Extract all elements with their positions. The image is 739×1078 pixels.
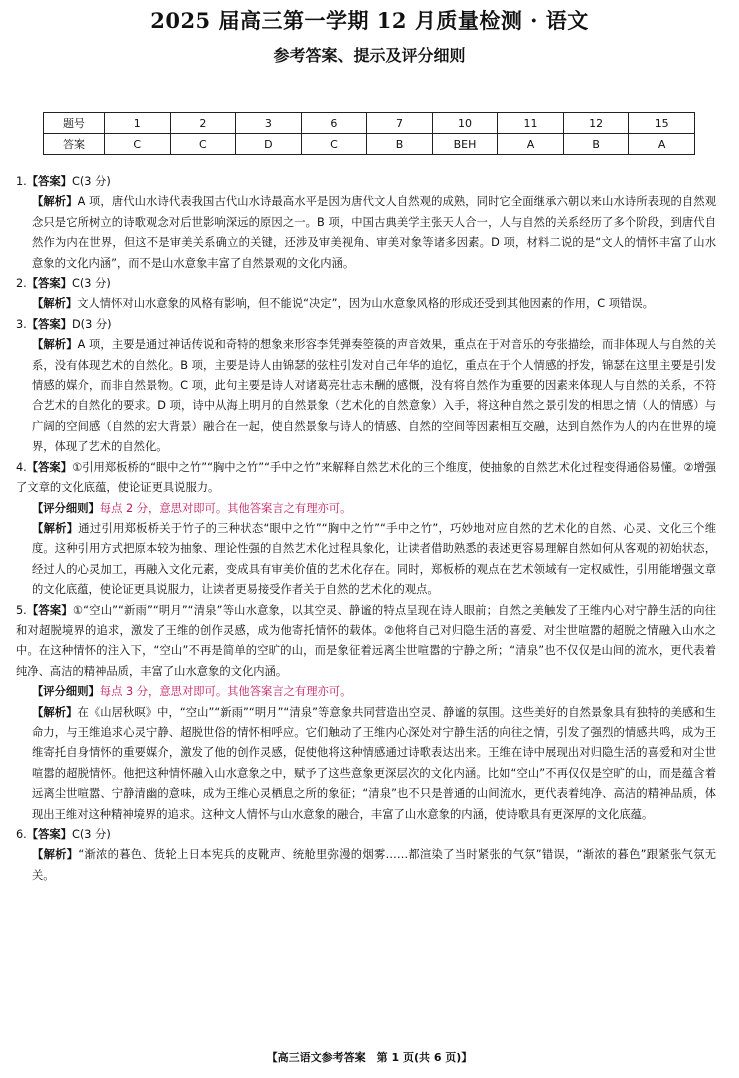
table-cell: C xyxy=(301,134,367,155)
table-cell: A xyxy=(498,134,564,155)
table-cell: D xyxy=(236,134,302,155)
page-subtitle: 参考答案、提示及评分细则 xyxy=(273,46,466,65)
answer-tag: 【答案】 xyxy=(26,460,73,474)
answer-tag: 【答案】 xyxy=(26,175,72,188)
answer-body xyxy=(16,172,716,886)
q1-answer-line xyxy=(16,172,716,192)
answer-tag: 【答案】 xyxy=(26,828,72,841)
analysis-tag: 【解析】 xyxy=(32,705,78,719)
q4-criteria xyxy=(16,499,716,519)
page-footer: 【高三语文参考答案 第 1 页(共 6 页)】 xyxy=(266,1051,473,1064)
q3-answer-line xyxy=(16,315,716,335)
q2-answer-line xyxy=(16,274,716,294)
analysis-text: 通过引用郑板桥关于竹子的三种状态“眼中之竹”“胸中之竹”“手中之竹”，巧妙地对应自然的艺术化的自然、心灵、文化三个维度。这种引用方式把原本较为抽象、理论性强的自然艺术化过程具象化，让读者借助熟悉的表述更容易理解自然如何从客观的初始状态，经过人的心灵加工，再融入文化元素，变成具有审美价值的艺术化存在。同时，郑板桥的观点在艺术领域有一定权威性，引用能增强文章的文化底蕴，使论证更具说服力，让读者更易接受作者关于自然的艺术化的观点。 xyxy=(32,521,716,597)
question-number: 4. xyxy=(16,460,27,474)
table-header-cell: 答案 xyxy=(44,134,105,155)
table-cell: C xyxy=(105,134,171,155)
table-cell: 6 xyxy=(301,113,367,134)
table-cell: BEH xyxy=(432,134,498,155)
q5-answer-line xyxy=(16,601,716,683)
q6-analysis xyxy=(16,845,716,886)
answer-text: D(3 分) xyxy=(71,317,112,331)
question-number: 3. xyxy=(16,317,27,331)
table-cell: 3 xyxy=(236,113,302,134)
table-row-answers xyxy=(44,134,695,155)
q3-analysis xyxy=(16,335,716,457)
table-cell: 7 xyxy=(367,113,433,134)
answer-text: ①引用郑板桥的“眼中之竹”“胸中之竹”“手中之竹”来解释自然艺术化的三个维度，使抽象的自然艺术化过程变得通俗易懂。②增强了文章的文化底蕴，使论证更具说服力。 xyxy=(16,460,716,495)
analysis-text: “渐浓的暮色、货轮上日本宪兵的皮靴声、统舱里弥漫的烟雾……都渲染了当时紧张的气氛”错误，“渐浓的暮色”跟紧张气氛无关。 xyxy=(32,848,716,882)
answer-text: ①“空山”“新雨”“明月”“清泉”等山水意象，以其空灵、静谧的特点呈现在诗人眼前；自然之美触发了王维内心对宁静生活的向往和对超脱境界的追求，激发了王维的创作灵感，成为他寄托情怀的载体。②他将自己对归隐生活的喜爱、对尘世喧嚣的超脱之情融入山水之中。在这种情怀的注入下，“空山”不再是简单的空旷的山，而是象征着远离尘世喧嚣的宁静之所；“清泉”也不仅仅是山间的流水，更代表着纯净、高洁的精神品质，丰富了山水意象的文化内涵。 xyxy=(16,603,716,678)
answer-tag: 【答案】 xyxy=(26,317,72,331)
q5-criteria xyxy=(16,682,716,702)
criteria-text: 每点 2 分，意思对即可。其他答案言之有理亦可。 xyxy=(99,501,352,515)
analysis-tag: 【解析】 xyxy=(32,848,79,862)
table-cell: A xyxy=(629,134,695,155)
criteria-tag: 【评分细则】 xyxy=(32,685,100,699)
q1-analysis xyxy=(16,192,716,274)
question-number: 5. xyxy=(16,603,27,617)
table-header-cell: 题号 xyxy=(44,113,105,134)
table-cell: C xyxy=(170,134,236,155)
q2-analysis xyxy=(16,294,716,314)
page-title: 2025 届高三第一学期 12 月质量检测 · 语文 xyxy=(150,8,589,33)
q6-answer-line xyxy=(16,825,716,845)
analysis-text: A 项，唐代山水诗代表我国古代山水诗最高水平是因为唐代文人自然观的成熟，同时它全面继承六朝以来山水诗所表现的自然观念只是它所树立的诗歌观念对后世影响深远的原因之一。B 项，中国古典美学主张天人合一，人与自然的关系经历了多个阶段，到唐代自然作为内在世界，但这不是审美关系确立的关键，还涉及审美视角、审美对象等诸多因素。D 项，材料二说的是“文人的情怀丰富了山水意象的文化内涵”，而不是山水意象丰富了自然景观的文化内涵。 xyxy=(32,195,716,270)
answer-text: C(3 分) xyxy=(71,277,111,291)
criteria-text: 每点 3 分，意思对即可。其他答案言之有理亦可。 xyxy=(99,685,352,699)
analysis-text: 在《山居秋暝》中，“空山”“新雨”“明月”“清泉”等意象共同营造出空灵、静谧的氛围。这些美好的自然景象具有独特的美感和生命力，与王维追求心灵宁静、超脱世俗的情怀相呼应。它们触动了王维内心深处对宁静生活的向往之情，引发了强烈的情感共鸣，成为王维寄托自身情怀的重要媒介，激发了他的创作灵感，促使他将这种情感通过诗歌表达出来。王维在诗中展现出对归隐生活的喜爱和对尘世喧嚣的超脱情怀。他把这种情怀融入山水意象之中，赋予了这些意象更深层次的文化内涵。比如“空山”不再仅仅是空旷的山，而是蕴含着远离尘世喧嚣、宁静清幽的意味，成为王维心灵栖息之所的象征；“清泉”也不只是普通的山间流水，更代表着纯净、高洁的精神品质，体现出王维对这种精神境界的追求。这种文人情怀与山水意象的融合，丰富了山水意象的内涵，使诗歌具有更深厚的文化底蕴。 xyxy=(32,705,716,821)
table-cell: B xyxy=(367,134,433,155)
analysis-tag: 【解析】 xyxy=(32,195,78,209)
analysis-tag: 【解析】 xyxy=(32,521,79,535)
answer-text: C(3 分) xyxy=(71,828,111,841)
table-cell: 11 xyxy=(498,113,564,134)
answer-table xyxy=(43,112,695,155)
answer-tag: 【答案】 xyxy=(26,277,72,291)
analysis-tag: 【解析】 xyxy=(32,297,78,311)
question-number: 1. xyxy=(16,175,27,188)
analysis-text: 文人情怀对山水意象的风格有影响，但不能说“决定”，因为山水意象风格的形成还受到其他因素的作用，C 项错误。 xyxy=(77,297,654,311)
question-number: 6. xyxy=(16,828,27,841)
table-row-questions xyxy=(44,113,695,134)
analysis-tag: 【解析】 xyxy=(32,338,78,352)
answer-tag: 【答案】 xyxy=(26,603,73,617)
q4-answer-line xyxy=(16,458,716,499)
table-cell: 2 xyxy=(170,113,236,134)
analysis-text: A 项，主要是通过神话传说和奇特的想象来形容李凭弹奏箜篌的声音效果，重点在于对音乐的夸张描绘，而非体现人与自然的关系，没有体现艺术的自然化。B 项，主要是诗人由锦瑟的弦柱引发对自己年华的追忆，重点在于个人情感的抒发，锦瑟在这里主要是引发情感的媒介，而非自然景物。C 项，此句主要是诗人对诸葛亮壮志未酬的感慨，没有将自然作为重要的因素来体现人与自然的关系，不符合艺术的自然化的要求。D 项，诗中从海上明月的自然景象（艺术化的自然意象）入手，将这种自然之景引发的相思之情（人的情感）与广阔的空间感（自然的宏大背景）融合在一起，使自然景象与诗人的情感、自然的空间等因素相互交融，达到自然作为人的内在世界的境界，体现了艺术的自然化。 xyxy=(32,338,716,454)
table-cell: B xyxy=(563,134,629,155)
q4-analysis xyxy=(16,519,716,601)
table-cell: 1 xyxy=(105,113,171,134)
answer-text: C(3 分) xyxy=(71,175,111,188)
question-number: 2. xyxy=(16,277,27,291)
q5-analysis xyxy=(16,703,716,825)
criteria-tag: 【评分细则】 xyxy=(32,501,100,515)
table-cell: 15 xyxy=(629,113,695,134)
table-cell: 12 xyxy=(563,113,629,134)
table-cell: 10 xyxy=(432,113,498,134)
